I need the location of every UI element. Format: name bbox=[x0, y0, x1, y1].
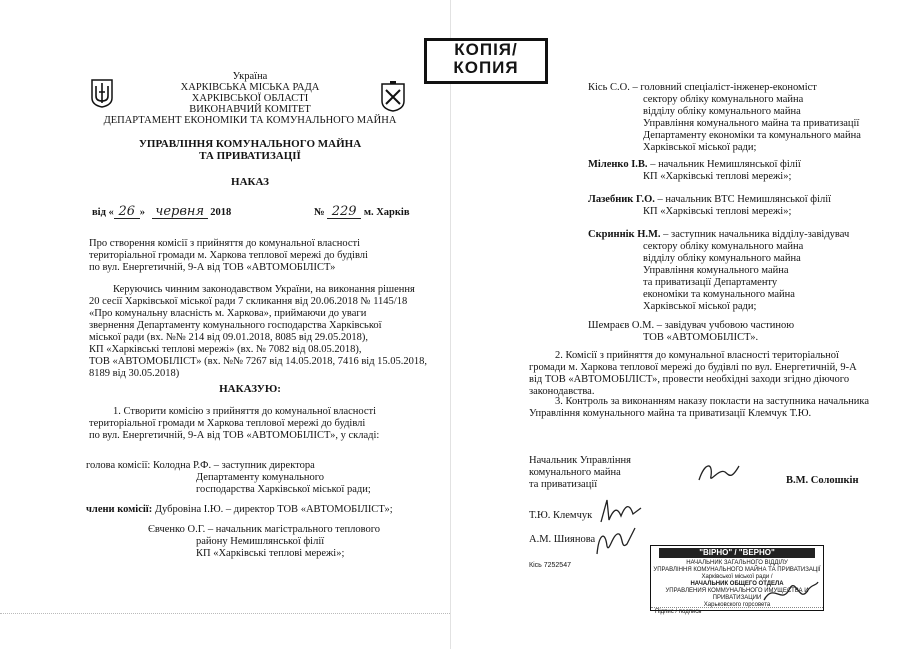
item2-line: від ТОВ «АВТОМОБІЛІСТ», провести необхідні заходи згідно діючого bbox=[529, 374, 850, 385]
member-cont-line: сектору обліку комунального майна bbox=[643, 94, 804, 105]
member-cont-line: Харківської міської ради; bbox=[643, 301, 757, 312]
copy-stamp-line1: КОПІЯ/ bbox=[454, 40, 518, 59]
cert-stamp-line: Підпис / подпись bbox=[655, 609, 702, 615]
chair-cont-line: Департаменту комунального bbox=[196, 472, 325, 483]
member-name: Лазебник Г.О. bbox=[588, 194, 655, 205]
order-word: НАКАЗУЮ: bbox=[219, 383, 281, 395]
signature-certifier bbox=[760, 576, 820, 610]
preamble-line: 20 сесії Харківської міської ради 7 скликання від 20.06.2018 № 1145/18 bbox=[89, 296, 408, 307]
member-kis-cont bbox=[643, 94, 861, 154]
date-year: 2018 bbox=[210, 207, 232, 218]
subject-line: Про створення комісії з прийняття до комунальної власності bbox=[89, 238, 361, 249]
order-number bbox=[314, 206, 410, 219]
member-skrynnik-cont bbox=[643, 241, 803, 313]
member-cont-line: району Немишлянської філії bbox=[196, 536, 325, 547]
cert-stamp-head: "ВІРНО" / "ВЕРНО" bbox=[659, 548, 815, 558]
subject-line: по вул. Енергетичній, 9-А від ТОВ «АВТОМОБІЛІСТ» bbox=[89, 262, 336, 273]
member-evchenko bbox=[148, 524, 380, 536]
item-3 bbox=[529, 396, 869, 420]
signature-klemchuk bbox=[597, 496, 645, 526]
member-name: Міленко І.В. bbox=[588, 159, 648, 170]
admin-title-line1: УПРАВЛІННЯ КОМУНАЛЬНОГО МАЙНА bbox=[138, 138, 362, 150]
cert-stamp-line: НАЧАЛЬНИК ЗАГАЛЬНОГО ВІДДІЛУ bbox=[686, 560, 788, 566]
left-page bbox=[0, 0, 450, 649]
admin-title-line2: ТА ПРИВАТИЗАЦІЇ bbox=[199, 150, 301, 162]
chair-text: Колодна Р.Ф. – заступник директора bbox=[152, 460, 315, 471]
members-label: члени комісії: bbox=[86, 504, 153, 515]
approval-shyianova: А.М. Шиянова bbox=[529, 534, 596, 545]
order-date bbox=[92, 206, 231, 219]
copy-stamp-line2: КОПИЯ bbox=[453, 58, 519, 77]
member-cont-line: сектору обліку комунального майна bbox=[643, 241, 804, 252]
cert-stamp-line: НАЧАЛЬНИК ОБЩЕГО ОТДЕЛА bbox=[690, 581, 784, 587]
order-subject bbox=[89, 238, 368, 274]
item1-line: 1. Створити комісію з прийняття до комунальної власності bbox=[113, 406, 377, 417]
member-text: – завідувач учбовою частиною bbox=[656, 320, 795, 331]
item2-line: 2. Комісії з прийняття до комунальної власності територіальної bbox=[555, 350, 839, 361]
header-department: ДЕПАРТАМЕНТ ЕКОНОМІКИ ТА КОМУНАЛЬНОГО МАЙНА bbox=[103, 115, 397, 126]
member-text: – заступник начальника відділу-завідувач bbox=[663, 229, 850, 240]
kharkiv-coat-of-arms-icon bbox=[380, 80, 406, 112]
member-milenko bbox=[588, 159, 801, 171]
member-text: начальник магістрального теплового bbox=[215, 524, 381, 535]
preamble-line: «Про комунальну власність м. Харкова», приймаючи до уваги bbox=[89, 308, 367, 319]
item3-line: 3. Контроль за виконанням наказу покласти на заступника начальника bbox=[555, 396, 869, 407]
cert-stamp-line: УПРАВЛЕНИЯ КОММУНАЛЬНОГО ИМУЩЕСТВА И ПРИВАТИЗАЦИИ bbox=[665, 588, 809, 601]
ukraine-trident-icon bbox=[90, 78, 114, 108]
preamble bbox=[89, 284, 428, 380]
doc-type: НАКАЗ bbox=[231, 176, 269, 188]
item2-line: громади м. Харкова теплової мережі до будівлі по вул. Енергетичній, 9-А bbox=[529, 362, 857, 373]
preamble-line: Керуючись чинним законодавством України, на виконання рішення bbox=[113, 284, 415, 295]
member-shemraev-cont bbox=[643, 332, 758, 344]
commission-members bbox=[86, 504, 393, 516]
member-shemraev bbox=[588, 320, 794, 332]
signoff-title-line: Начальник Управління bbox=[529, 455, 631, 466]
author-note: Кісь 7252547 bbox=[529, 562, 571, 569]
preamble-line: звернення Департаменту комунального господарства Харківської bbox=[89, 320, 382, 331]
header-region: ХАРКІВСЬКОЇ ОБЛАСТІ bbox=[191, 93, 309, 104]
preamble-line: КП «Харківські теплові мережі» (вх. № 7082 від 08.05.2018), bbox=[89, 344, 362, 355]
member-cont-line: Управління комунального майна bbox=[643, 265, 789, 276]
preamble-line: ТОВ «АВТОМОБІЛІСТ» (вх. №№ 7267 від 14.05.2018, 7416 від 15.05.2018, bbox=[89, 356, 428, 367]
member-text: – начальник Немишлянської філії bbox=[650, 159, 801, 170]
member-milenko-cont bbox=[643, 171, 791, 183]
item2-line: законодавства. bbox=[529, 386, 595, 397]
approval-klemchuk: Т.Ю. Клемчук bbox=[529, 510, 593, 521]
scan-edge-mark bbox=[0, 612, 450, 614]
member-cont-line: Департаменту економіки та комунального майна bbox=[643, 130, 861, 141]
member-lazebnyk-cont bbox=[643, 206, 791, 218]
date-close: » bbox=[139, 207, 146, 218]
member-name: Шемраєв О.М. bbox=[588, 320, 655, 331]
cert-stamp-line: Харьковского горсовета bbox=[703, 602, 771, 608]
order-city: м. Харків bbox=[363, 207, 410, 218]
member-cont-line: КП «Харківські теплові мережі»; bbox=[643, 206, 792, 217]
header-country: Україна bbox=[232, 71, 268, 82]
preamble-line: 8189 від 30.05.2018) bbox=[89, 368, 180, 379]
date-from: від « bbox=[92, 207, 114, 218]
signature-shyianova bbox=[591, 524, 639, 560]
signoff-title-line: комунального майна bbox=[529, 467, 621, 478]
signoff-title-line: та приватизації bbox=[529, 479, 598, 490]
member-kis bbox=[588, 82, 817, 94]
header-council: ХАРКІВСЬКА МІСЬКА РАДА bbox=[180, 82, 320, 93]
member-cont-line: КП «Харківські теплові мережі»; bbox=[196, 548, 345, 559]
item3-line: Управління комунального майна та приватизації Клемчук Т.Ю. bbox=[529, 408, 812, 419]
member-name: Кісь С.О. bbox=[588, 82, 630, 93]
member-name: Євченко О.Г. – bbox=[148, 524, 214, 535]
commission-chair bbox=[86, 460, 315, 472]
member-evchenko-cont bbox=[196, 536, 344, 560]
member-cont-line: ТОВ «АВТОМОБІЛІСТ». bbox=[643, 332, 759, 343]
chair-cont-line: господарства Харківської міської ради; bbox=[196, 484, 371, 495]
signature-head bbox=[695, 458, 743, 488]
signoff-name: В.М. Солошкін bbox=[786, 475, 859, 486]
chair-cont bbox=[196, 472, 371, 496]
preamble-line: міської ради (вх. №№ 214 від 09.01.2018, 8085 від 29.05.2018), bbox=[89, 332, 369, 343]
item-2 bbox=[529, 350, 857, 398]
member-lazebnyk bbox=[588, 194, 831, 206]
member-cont-line: та приватизації Департаменту bbox=[643, 277, 778, 288]
number-value: 229 bbox=[327, 206, 361, 219]
number-label: № bbox=[314, 207, 325, 218]
member-cont-line: відділу обліку комунального майна bbox=[643, 106, 801, 117]
member-cont-line: Управління комунального майна та приватизації bbox=[643, 118, 860, 129]
member-cont-line: відділу обліку комунального майна bbox=[643, 253, 801, 264]
member-cont-line: Харківської міської ради; bbox=[643, 142, 757, 153]
subject-line: територіальної громади м. Харкова теплової мережі до будівлі bbox=[89, 250, 368, 261]
item1-line: територіальної громади м Харкова теплової мережі до будівлі bbox=[89, 418, 366, 429]
member-cont-line: КП «Харківські теплові мережі»; bbox=[643, 171, 792, 182]
member-skrynnik bbox=[588, 229, 849, 241]
member-dubrovina: Дубровіна І.Ю. – директор ТОВ «АВТОМОБІЛІСТ»; bbox=[154, 504, 393, 515]
member-cont-line: економіки та комунального майна bbox=[643, 289, 795, 300]
cert-stamp-line: УПРАВЛІННЯ КОМУНАЛЬНОГО МАЙНА ТА ПРИВАТИЗАЦІЇ bbox=[653, 567, 821, 573]
item1-line: по вул. Енергетичній, 9-А від ТОВ «АВТОМОБІЛІСТ», у складі: bbox=[89, 430, 380, 441]
member-text: – начальник ВТС Немишлянської філії bbox=[657, 194, 832, 205]
date-day: 26 bbox=[114, 206, 140, 219]
chair-label: голова комісії: bbox=[86, 460, 151, 471]
item-1 bbox=[89, 406, 379, 442]
member-text: – головний спеціаліст-інженер-економіст bbox=[632, 82, 817, 93]
header-committee: ВИКОНАВЧИЙ КОМІТЕТ bbox=[189, 104, 311, 115]
cert-stamp-line: Харківської міської ради / bbox=[701, 574, 773, 580]
member-name: Скриннік Н.М. bbox=[588, 229, 661, 240]
signoff-title bbox=[529, 455, 631, 491]
date-month: червня bbox=[152, 206, 208, 219]
